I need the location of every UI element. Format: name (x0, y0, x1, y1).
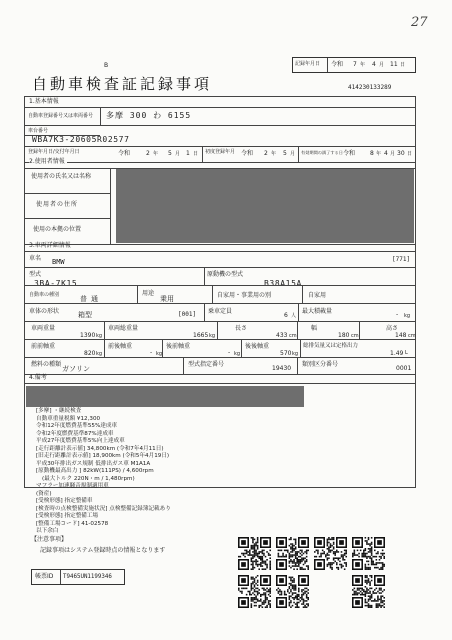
kind-value: 普通 (80, 295, 102, 303)
sec4-heading: 4.備考 (29, 374, 47, 381)
remarks-line: (最大トルク 220N・m / 1,480rpm) (42, 475, 135, 482)
first-reg-year: 2 (146, 150, 150, 157)
maker-label: 車名 (29, 255, 42, 262)
engine-label: 原動機の型式 (207, 271, 244, 278)
record-date-year-unit: 年 (360, 62, 366, 68)
expiry-month-unit: 月 (390, 151, 396, 157)
height-value: 148 (395, 332, 407, 339)
class-number-label: 類別区分番号 (302, 361, 339, 368)
width-label: 幅 (311, 325, 318, 332)
remarks-line: (資産) (36, 490, 52, 497)
qr-code-4 (352, 537, 385, 570)
expiry-label: 有効期間の満了する日 (301, 150, 343, 155)
first-reg-month-month-unit: 月 (290, 151, 296, 157)
expiry-year: 8 (370, 150, 374, 157)
first-reg-month-unit: 月 (175, 151, 181, 157)
notice-text: 記録事項はシステム登録時点の情報となります (40, 547, 166, 554)
gross-unit: kg (209, 333, 216, 339)
base-location-label: 使用の本拠の位置 (33, 226, 82, 233)
first-reg-day-unit: 日 (193, 151, 199, 157)
first-reg-month-label: 初度登録年月 (205, 149, 236, 155)
qr-code-6 (276, 575, 309, 608)
rf-axle-value: - (228, 349, 231, 356)
sec3-heading: 3.車両詳細情報 (29, 242, 71, 249)
record-date-year: 7 (353, 61, 357, 68)
form-id-box (31, 569, 125, 585)
first-reg-era: 令和 (118, 150, 131, 157)
remarks-line: [受検形態] 指定整備工場 (36, 513, 99, 519)
ff-axle-value: 820 (84, 350, 96, 357)
displacement-unit: L (405, 350, 408, 356)
body-code: [001] (178, 311, 197, 318)
remarks-line: 平成30年排出ガス規制 低排出ガス車 M1A1A (36, 460, 151, 467)
max-load-label: 最大積載量 (302, 308, 333, 315)
record-date-box (292, 57, 416, 73)
capacity-label: 乗車定員 (208, 308, 233, 315)
serial-number: 414230133289 (348, 84, 392, 91)
rf-axle-label: 後前軸重 (166, 343, 191, 350)
remarks-line: [走行距離計表示値] 34,800km (令和7年4月11日) (36, 445, 164, 452)
rr-axle-unit: kg (292, 351, 299, 357)
remarks-line: 平成27年度燃費基準5%向上達成車 (36, 438, 125, 444)
model-label: 型式 (29, 271, 42, 278)
reg-number-label: 自動車登録番号又は車両番号 (28, 113, 94, 119)
page-mark: 27 (411, 15, 428, 30)
rr-axle-label: 後後軸重 (245, 343, 270, 350)
gross-label: 車両総重量 (108, 325, 139, 332)
remarks-redaction (26, 386, 304, 407)
expiry-month: 4 (384, 150, 388, 157)
remarks-line: 令和12年度燃費基準55%達成車 (36, 423, 118, 429)
chassis-value: WBA7K3-20605R02577 (32, 135, 130, 144)
type-number-label: 型式指定番号 (188, 361, 225, 368)
max-load-unit: kg (404, 313, 411, 319)
type-number-value: 19430 (272, 365, 292, 372)
fuel-value: ガソリン (62, 365, 90, 373)
length-unit: cm (289, 333, 297, 339)
class-number-value: 0001 (396, 365, 412, 372)
remarks-line: 令和2年度燃費基準87%達成車 (36, 430, 114, 437)
first-reg-month-month: 5 (283, 150, 287, 157)
body-label: 車体の形状 (29, 308, 60, 315)
fr-axle-unit: kg (156, 351, 163, 357)
form-code: B (104, 62, 109, 69)
qr-code-1 (238, 537, 271, 570)
expiry-day-unit: 日 (407, 151, 413, 157)
notice-title: 【注意事項】 (31, 536, 68, 543)
maker-value: BMW (52, 258, 65, 266)
first-reg-month-year-unit: 年 (271, 151, 277, 157)
rr-axle-value: 570 (280, 350, 292, 357)
user-address-label: 使用者の住所 (36, 201, 79, 208)
rf-axle-unit: kg (234, 351, 241, 357)
record-date-day-unit: 日 (400, 62, 406, 68)
height-unit: cm (408, 333, 416, 339)
remarks-line: 自動車重量税額 ¥12,300 (36, 415, 101, 422)
width-value: 180 (338, 332, 350, 339)
qr-code-7 (352, 575, 385, 608)
first-reg-month-year: 2 (264, 150, 268, 157)
record-date-month: 4 (372, 61, 376, 68)
user-name-redaction (116, 169, 414, 243)
qr-code-5 (238, 575, 271, 608)
expiry-year-unit: 年 (376, 151, 382, 157)
body-value: 箱型 (78, 311, 92, 319)
reg-number-value: 多摩 300 わ 6155 (106, 111, 192, 120)
maker-code: [771] (392, 256, 411, 263)
form-id-value: T9465UN1199346 (63, 574, 112, 580)
model-value: 3BA-7K15 (34, 279, 78, 288)
first-reg-day: 1 (186, 150, 190, 157)
max-load-value: - (396, 311, 399, 318)
first-reg-month-era: 令和 (241, 150, 254, 157)
width-unit: cm (351, 333, 359, 339)
gross-value: 1665 (193, 332, 209, 339)
remarks-line: [受検形態] 指定整備車 (36, 498, 93, 504)
use-value: 乗用 (160, 295, 174, 303)
first-reg-month: 5 (168, 150, 172, 157)
remarks-line: 以下余白 (36, 528, 59, 534)
ff-axle-unit: kg (96, 351, 103, 357)
business-value: 自家用 (308, 292, 327, 299)
kind-label: 自動車の種別 (29, 292, 60, 298)
qr-code-3 (314, 537, 347, 570)
remarks-list (36, 408, 336, 536)
use-label: 用途 (142, 290, 155, 297)
ff-axle-label: 前前軸重 (31, 343, 56, 350)
remarks-line: [検査時の点検整備実施状況] 点検整備記録簿記載あり (36, 505, 171, 512)
remarks-line: マフラー加速騒音規制適用車 (36, 483, 109, 489)
length-value: 433 (276, 332, 288, 339)
expiry-day: 30 (397, 150, 405, 157)
weight-label: 車両重量 (31, 325, 56, 332)
fr-axle-value: - (150, 349, 153, 356)
engine-value: B38A15A (264, 279, 302, 288)
height-label: 高さ (386, 325, 399, 332)
record-date-day: 11 (390, 61, 398, 68)
capacity-unit: 人 (291, 313, 297, 319)
business-label: 自家用・事業用の別 (217, 292, 272, 299)
fuel-label: 燃料の種類 (31, 361, 62, 368)
fr-axle-label: 前後軸重 (108, 343, 133, 350)
remarks-line: [旧走行距離計表示値] 18,900km (令和5年4月19日) (36, 453, 170, 459)
record-date-era: 令和 (331, 61, 344, 68)
length-label: 長さ (235, 325, 248, 332)
form-id-label: 帳票ID (35, 573, 54, 580)
sec2-heading: 2.使用者情報 (29, 158, 65, 165)
displacement-label: 総排気量又は定格出力 (303, 343, 359, 349)
remarks-line: [多摩] ・継続検査 (36, 408, 82, 414)
user-name-label: 使用者の氏名又は名称 (31, 173, 92, 180)
remarks-line: [整備工場コード] 41-02578 (36, 520, 109, 527)
record-date-month-unit: 月 (379, 62, 385, 68)
first-reg-year-unit: 年 (153, 151, 159, 157)
weight-value: 1390 (80, 332, 96, 339)
document-title: 自動車検査証記録事項 (32, 75, 213, 93)
remarks-line: [原動機最高出力 ] 82kW(111PS) / 4,600rpm (36, 468, 154, 474)
expiry-era: 令和 (343, 150, 356, 157)
first-reg-label: 登録年月日/交付年月日 (28, 149, 80, 155)
qr-code-2 (276, 537, 309, 570)
chassis-label: 車台番号 (28, 128, 49, 134)
weight-unit: kg (96, 333, 103, 339)
displacement-value: 1.49 (390, 350, 404, 357)
sec1-heading: 1.基本情報 (29, 98, 59, 105)
capacity-value: 6 (284, 312, 288, 319)
record-date-label: 記録年月日 (295, 61, 321, 67)
